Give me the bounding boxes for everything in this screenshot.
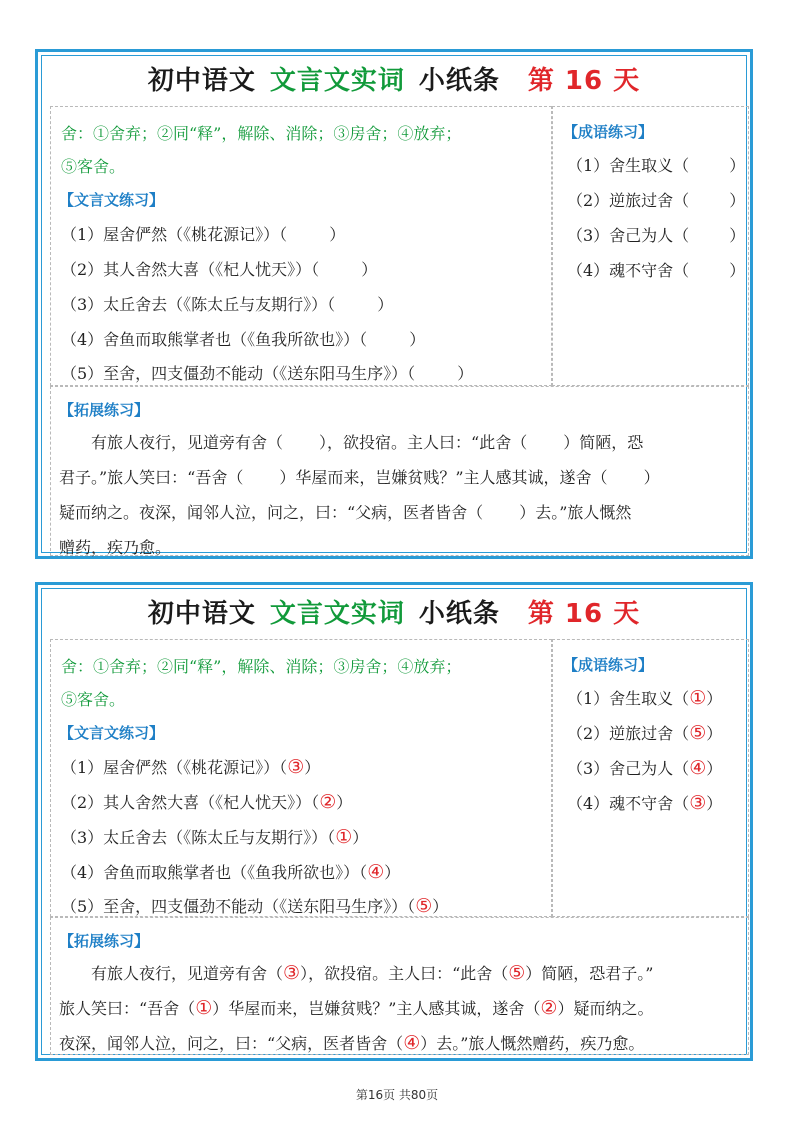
answer-mark: ③	[283, 962, 301, 984]
expand-heading: 【拓展练习】	[59, 401, 150, 419]
wenyan-item: （2）其人舍然大喜（《杞人忧天》）（②）	[61, 791, 353, 813]
answer-mark: ③	[287, 756, 305, 778]
answer-mark: ④	[403, 1032, 421, 1054]
answer-mark: ④	[689, 757, 707, 779]
title-topic: 文言文实词	[269, 599, 405, 629]
wenyan-item: （2）其人舍然大喜（《杞人忧天》）（ ）	[61, 260, 378, 279]
answer-mark: ③	[689, 792, 707, 814]
wenyan-item: （5）至舍，四支僵劲不能动（《送东阳马生序》）（ ）	[61, 364, 474, 383]
title-type: 小纸条	[418, 599, 500, 629]
expand-line: 有旅人夜行，见道旁有舍（③），欲投宿。主人曰：“此舍（⑤）简陋，恐君子。”	[59, 962, 654, 984]
wenyan-item: （1）屋舍俨然（《桃花源记》）（③）	[61, 756, 321, 778]
wenyan-item: （1）屋舍俨然（《桃花源记》）（ ）	[61, 225, 346, 244]
wenyan-item: （3）太丘舍去（《陈太丘与友期行》）（①）	[61, 826, 369, 848]
expand-paragraph	[59, 956, 740, 1061]
expand-line: 夜深，闻邻人泣，问之，曰：“父病，医者皆舍（④）去。”旅人慨然赠药，疾乃愈。	[59, 1032, 645, 1054]
answer-mark: ①	[689, 687, 707, 709]
idiom-item: （1）舍生取义（①）	[567, 687, 723, 709]
expand-box	[50, 386, 749, 556]
page-footer: 第16页 共80页	[355, 1088, 439, 1102]
idiom-heading: 【成语练习】	[563, 123, 654, 141]
expand-box	[50, 917, 749, 1055]
idiom-item: （4）魂不守舍（ ）	[567, 261, 746, 280]
title-subject: 初中语文	[147, 599, 256, 629]
wenyan-item: （4）舍鱼而取熊掌者也（《鱼我所欲也》）（ ）	[61, 330, 426, 349]
idiom-item: （4）魂不守舍（③）	[567, 792, 723, 814]
wenyan-item: （5）至舍，四支僵劲不能动（《送东阳马生序》）（⑤）	[61, 895, 449, 917]
answer-mark: ②	[319, 791, 337, 813]
idiom-heading: 【成语练习】	[563, 656, 654, 674]
idiom-item: （3）舍己为人（ ）	[567, 226, 746, 245]
expand-heading: 【拓展练习】	[59, 932, 150, 950]
expand-line: 有旅人夜行，见道旁有舍（ ），欲投宿。主人曰：“此舍（ ）简陋，恐	[59, 433, 644, 452]
card-title	[38, 60, 750, 97]
definition-line-2: ⑤客舍。	[61, 157, 126, 176]
answer-mark: ⑤	[689, 722, 707, 744]
wenyan-box	[50, 106, 552, 386]
definition-line-1: 舍：①舍弃；②同“释”，解除、消除；③房舍；④放弃；	[61, 657, 462, 676]
card-title	[38, 593, 750, 630]
title-subject: 初中语文	[147, 66, 256, 96]
idiom-box	[552, 639, 749, 917]
expand-line: 旅人笑曰：“吾舍（①）华屋而来，岂嫌贫贱？”主人感其诚，遂舍（②）疑而纳之。	[59, 997, 654, 1019]
worksheet-card-answers	[35, 582, 753, 1061]
wenyan-heading: 【文言文练习】	[59, 724, 165, 742]
answer-mark: ①	[195, 997, 213, 1019]
definition-line-2: ⑤客舍。	[61, 690, 126, 709]
worksheet-card-blank	[35, 49, 753, 559]
expand-line: 赠药，疾乃愈。	[59, 538, 172, 557]
title-day: 第 16 天	[527, 66, 641, 96]
answer-mark: ④	[367, 861, 385, 883]
idiom-item: （2）逆旅过舍（⑤）	[567, 722, 723, 744]
title-day: 第 16 天	[527, 599, 641, 629]
wenyan-item: （4）舍鱼而取熊掌者也（《鱼我所欲也》）（④）	[61, 861, 401, 883]
wenyan-box	[50, 639, 552, 917]
expand-paragraph	[59, 425, 740, 565]
idiom-item: （3）舍己为人（④）	[567, 757, 723, 779]
answer-mark: ①	[335, 826, 353, 848]
answer-mark: ②	[540, 997, 558, 1019]
expand-line: 疑而纳之。夜深，闻邻人泣，问之，曰：“父病，医者皆舍（ ）去。”旅人慨然	[59, 503, 632, 522]
wenyan-item: （3）太丘舍去（《陈太丘与友期行》）（ ）	[61, 295, 394, 314]
title-topic: 文言文实词	[269, 66, 405, 96]
idiom-box	[552, 106, 749, 386]
idiom-item: （2）逆旅过舍（ ）	[567, 191, 746, 210]
title-type: 小纸条	[418, 66, 500, 96]
definition-line-1: 舍：①舍弃；②同“释”，解除、消除；③房舍；④放弃；	[61, 124, 462, 143]
wenyan-heading: 【文言文练习】	[59, 191, 165, 209]
answer-mark: ⑤	[508, 962, 526, 984]
idiom-item: （1）舍生取义（ ）	[567, 156, 746, 175]
answer-mark: ⑤	[415, 895, 433, 917]
expand-line: 君子。”旅人笑曰：“吾舍（ ）华屋而来，岂嫌贫贱？”主人感其诚，遂舍（ ）	[59, 468, 660, 487]
